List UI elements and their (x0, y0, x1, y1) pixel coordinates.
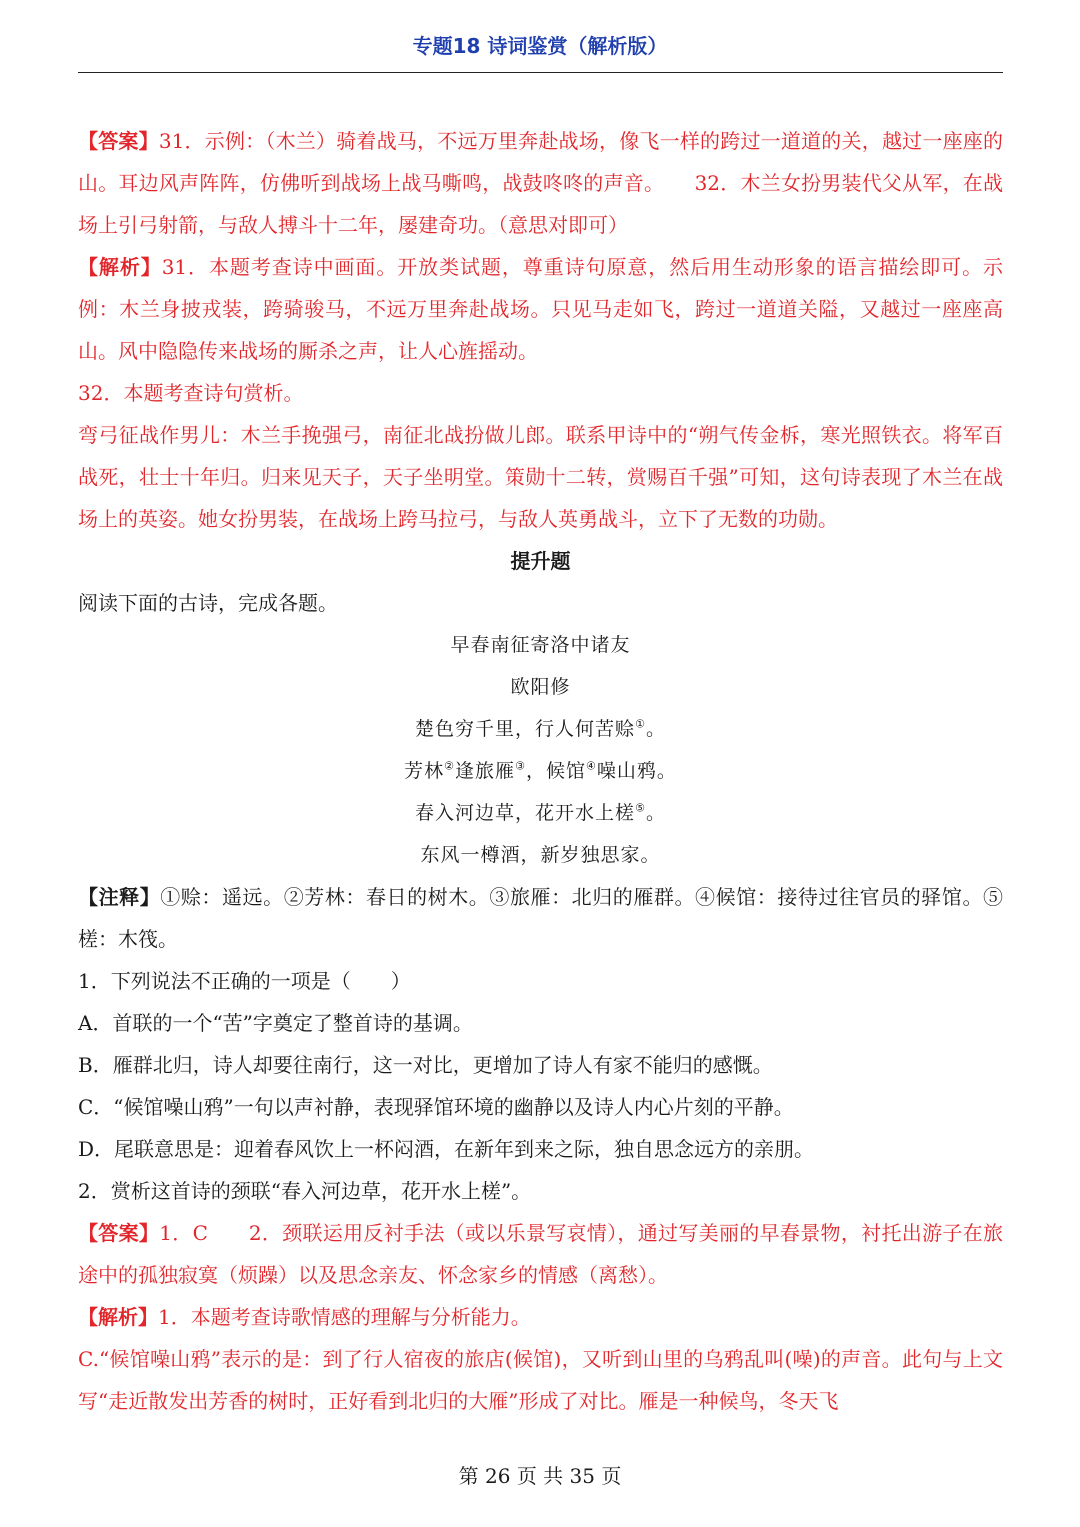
analysis-q32-body: 弯弓征战作男儿：木兰手挽强弓，南征北战扮做儿郎。联系甲诗中的“朔气传金柝，寒光照铁衣。将军百战死，壮士十年归。归来见天子，天子坐明堂。策勋十二转，赏赐百千强”可知，这句诗表现了木兰在战场上的英姿。她女扮男装，在战场上跨马拉弓，与敌人英勇战斗，立下了无数的功勋。 (78, 423, 1003, 531)
instruction-text: 阅读下面的古诗，完成各题。 (78, 591, 338, 615)
notes-text: ①赊：遥远。②芳林：春日的树木。③旅雁：北归的雁群。④候馆：接待过往官员的驿馆。⑤槎：木筏。 (78, 885, 1004, 951)
analysis-2-body: C.“候馆噪山鸦”表示的是：到了行人宿夜的旅店(候馆)，又听到山里的乌鸦乱叫(噪)的声音。此句与上文写“走近散发出芳香的树时，正好看到北归的大雁”形成了对比。雁是一种候鸟，冬天飞 (78, 1347, 1003, 1413)
notes-paragraph (78, 876, 1003, 960)
answer-text: 1．C 2．颈联运用反衬手法（或以乐景写哀情），通过写美丽的早春景物，衬托出游子在旅途中的孤独寂寞（烦躁）以及思念亲友、怀念家乡的情感（离愁）。 (78, 1221, 1003, 1287)
poem-title: 早春南征寄洛中诸友 (450, 634, 631, 656)
analysis-paragraph-2 (78, 1296, 1003, 1338)
notes-tag: 【注释】 (78, 885, 161, 909)
question-2: 2．赏析这首诗的颈联“春入河边草，花开水上槎”。 (78, 1179, 532, 1203)
option-c: C．“候馆噪山鸦”一句以声衬静，表现驿馆环境的幽静以及诗人内心片刻的平静。 (78, 1095, 794, 1119)
document-body (78, 120, 1003, 1422)
header-divider (78, 72, 1003, 73)
option-d: D．尾联意思是：迎着春风饮上一杯闷酒，在新年到来之际，独自思念远方的亲朋。 (78, 1137, 815, 1161)
analysis-tag: 【解析】 (78, 1305, 158, 1329)
answer-paragraph-2 (78, 1212, 1003, 1296)
option-a: A．首联的一个“苦”字奠定了整首诗的基调。 (78, 1011, 473, 1035)
answer-text: 31．示例：（木兰）骑着战马，不远万里奔赴战场，像飞一样的跨过一道道的关，越过一座座的山。耳边风声阵阵，仿佛听到战场上战马嘶鸣，战鼓咚咚的声音。 32．木兰女扮男装代父从军，在战场上引弓射箭，与敌人搏斗十二年，屡建奇功。（意思对即可） (78, 129, 1004, 237)
answer-paragraph-1 (78, 120, 1003, 246)
answer-tag: 【答案】 (78, 1221, 160, 1245)
analysis-text: 31．本题考查诗中画面。开放类试题，尊重诗句原意，然后用生动形象的语言描绘即可。示例：木兰身披戎装，跨骑骏马，不远万里奔赴战场。只见马走如飞，跨过一道道关隘，又越过一座座高山。风中隐隐传来战场的厮杀之声，让人心旌摇动。 (78, 255, 1004, 363)
analysis-text: 1．本题考查诗歌情感的理解与分析能力。 (158, 1305, 531, 1329)
poem-line-3: 春入河边草，花开水上槎⑤。 (415, 801, 666, 824)
poem-line-1: 楚色穷千里，行人何苦赊①。 (415, 717, 666, 740)
question-1: 1．下列说法不正确的一项是（ ） (78, 969, 411, 993)
page-number: 第 26 页 共 35 页 (458, 1464, 622, 1488)
analysis-tag: 【解析】 (78, 255, 162, 279)
analysis-q32-heading: 32．本题考查诗句赏析。 (78, 381, 304, 405)
option-b: B．雁群北归，诗人却要往南行，这一对比，更增加了诗人有家不能归的感慨。 (78, 1053, 773, 1077)
poem-line-2: 芳林②逢旅雁③，候馆④噪山鸦。 (404, 759, 677, 782)
poem-line-4: 东风一樽酒，新岁独思家。 (420, 844, 661, 866)
analysis-paragraph-1 (78, 246, 1003, 372)
poem-author: 欧阳修 (510, 676, 571, 698)
answer-tag: 【答案】 (78, 129, 159, 153)
section-title: 提升题 (510, 549, 571, 573)
page-header-title: 专题18 诗词鉴赏（解析版） (412, 34, 668, 58)
